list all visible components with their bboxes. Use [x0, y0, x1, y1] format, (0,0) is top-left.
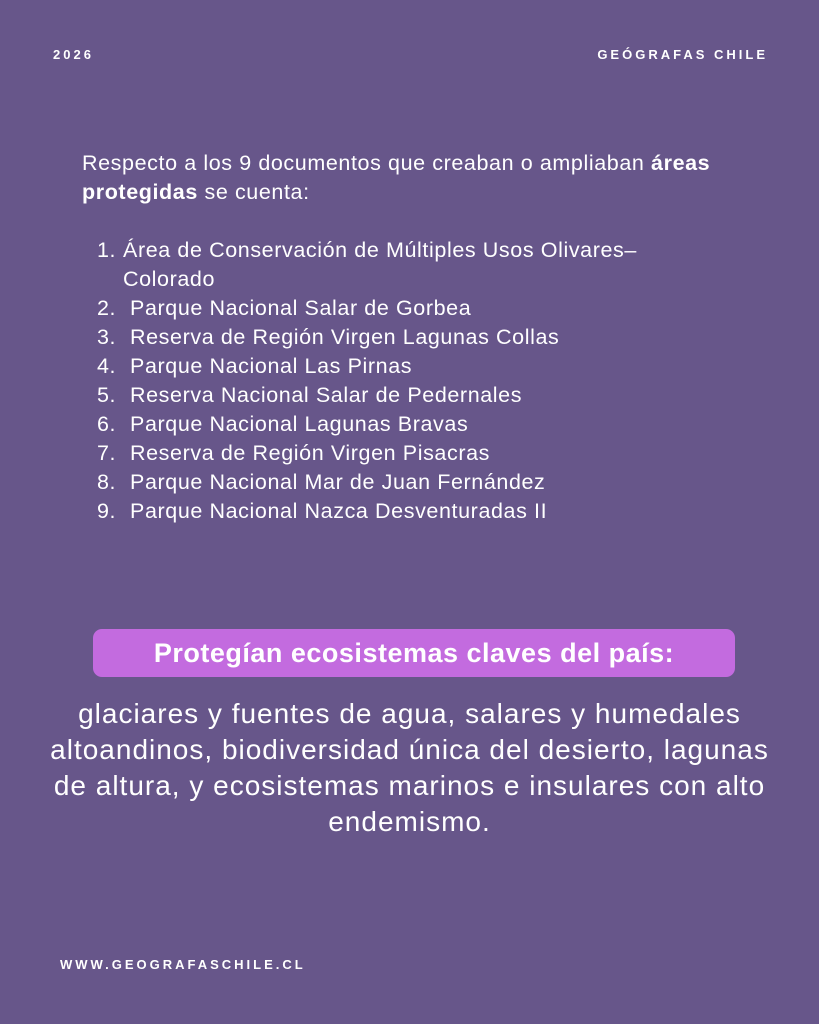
list-item-number: 2. — [97, 296, 117, 320]
list-item — [97, 468, 697, 497]
list-item-number: 4. — [97, 354, 117, 378]
list-item — [97, 497, 697, 526]
list-item-text: Reserva de Región Virgen Pisacras — [130, 441, 490, 465]
list-item-text: Área de Conservación de Múltiples Usos Olivares–Colorado — [123, 238, 637, 291]
list-item — [97, 381, 697, 410]
list-item-number: 8. — [97, 470, 117, 494]
intro-text-end: se cuenta: — [197, 180, 310, 204]
list-item-number: 5. — [97, 383, 117, 407]
list-item-text: Reserva Nacional Salar de Pedernales — [130, 383, 523, 407]
ecosystems-description: glaciares y fuentes de agua, salares y humedales altoandinos, biodiversidad única del desierto, lagunas de altura, y ecosistemas marinos e insulares con alto endemismo. — [50, 698, 769, 837]
list-item — [97, 439, 697, 468]
highlight-banner — [93, 629, 735, 677]
list-item-text: Parque Nacional Salar de Gorbea — [130, 296, 472, 320]
list-item-number: 1. — [97, 238, 117, 262]
year-label: 2026 — [53, 47, 94, 62]
highlight-text: Protegían ecosistemas claves del país: — [153, 637, 675, 668]
list-item — [97, 352, 697, 381]
list-item-text: Parque Nacional Lagunas Bravas — [130, 412, 469, 436]
intro-text-start: Respecto a los 9 documentos que creaban o ampliaban — [82, 151, 652, 175]
list-item — [97, 294, 697, 323]
intro-text-bold: áreas protegidas — [82, 151, 711, 204]
list-item-number: 7. — [97, 441, 117, 465]
list-item-text: Parque Nacional Mar de Juan Fernández — [130, 470, 546, 494]
list-item — [97, 236, 697, 294]
list-item — [97, 410, 697, 439]
brand-label: GEÓGRAFAS CHILE — [597, 47, 768, 62]
list-item-text: Parque Nacional Las Pirnas — [130, 354, 413, 378]
list-item-text: Parque Nacional Nazca Desventuradas II — [130, 499, 548, 523]
protected-areas-list — [97, 236, 697, 526]
list-item-number: 3. — [97, 325, 117, 349]
list-item-number: 6. — [97, 412, 117, 436]
list-item — [97, 323, 697, 352]
list-item-number: 9. — [97, 499, 117, 523]
website-url: WWW.GEOGRAFASCHILE.CL — [60, 957, 306, 972]
list-item-text: Reserva de Región Virgen Lagunas Collas — [130, 325, 560, 349]
intro-paragraph — [82, 149, 722, 207]
